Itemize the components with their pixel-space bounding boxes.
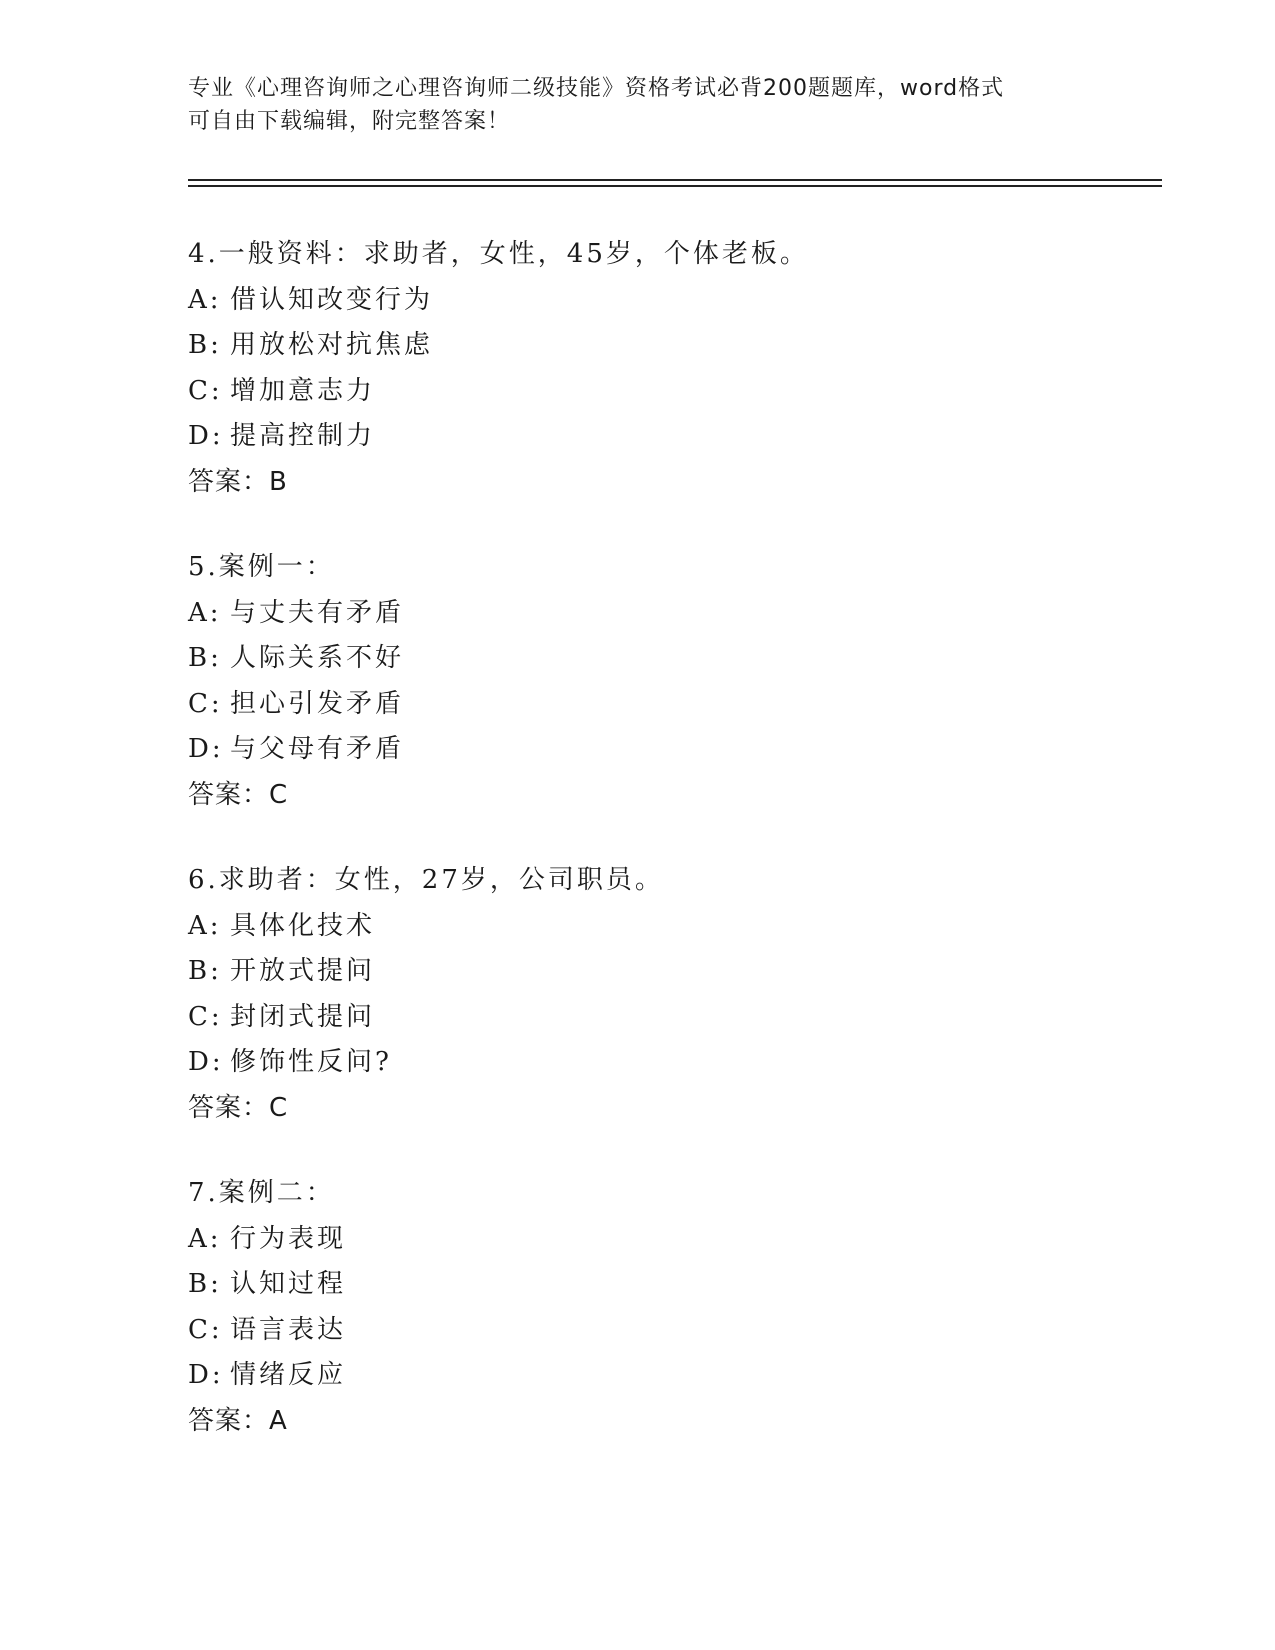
question-stem: 5.案例一： <box>188 552 335 582</box>
option-letter: B: <box>188 956 222 986</box>
option-letter: D: <box>188 734 224 764</box>
option-letter: B: <box>188 1269 222 1299</box>
option-b <box>188 949 1168 995</box>
option-letter: C: <box>188 1314 223 1345</box>
option-letter: A: <box>188 910 222 941</box>
option-a <box>188 278 1168 324</box>
header-line-1: 专业《心理咨询师之心理咨询师二级技能》资格考试必背200题题库，word格式 <box>188 76 1005 101</box>
option-a <box>188 904 1168 950</box>
option-text: 借认知改变行为 <box>230 284 434 315</box>
option-text: 增加意志力 <box>230 375 376 406</box>
header-line-2: 可自由下载编辑，附完整答案！ <box>188 109 511 134</box>
option-letter: A: <box>188 597 222 628</box>
question-stem: 7.案例二： <box>188 1178 335 1208</box>
header-divider-top <box>188 179 1162 181</box>
option-letter: D: <box>188 421 224 451</box>
answer-line: 答案：B <box>188 466 288 497</box>
option-d <box>188 414 1168 460</box>
option-text: 与父母有矛盾 <box>230 734 405 764</box>
option-a <box>188 591 1168 637</box>
option-c <box>188 369 1168 415</box>
option-letter: B: <box>188 330 222 360</box>
option-letter: C: <box>188 375 223 406</box>
document-header <box>188 72 1088 138</box>
option-letter: A: <box>188 1223 222 1254</box>
option-text: 语言表达 <box>230 1314 347 1345</box>
option-text: 封闭式提问 <box>230 1001 376 1032</box>
option-letter: D: <box>188 1360 224 1390</box>
option-b <box>188 636 1168 682</box>
question-stem: 4.一般资料：求助者，女性，45岁，个体老板。 <box>188 239 809 269</box>
question-4 <box>188 232 1168 505</box>
option-c <box>188 682 1168 728</box>
question-7 <box>188 1171 1168 1444</box>
answer-line: 答案：C <box>188 779 289 810</box>
answer-line: 答案：A <box>188 1405 288 1436</box>
option-letter: C: <box>188 1001 223 1032</box>
option-text: 具体化技术 <box>230 910 376 941</box>
option-text: 行为表现 <box>230 1223 347 1254</box>
header-divider-bottom <box>188 185 1162 187</box>
option-b <box>188 1262 1168 1308</box>
option-text: 认知过程 <box>230 1269 347 1299</box>
option-text: 提高控制力 <box>230 421 376 451</box>
option-d <box>188 727 1168 773</box>
option-letter: B: <box>188 643 222 673</box>
option-text: 担心引发矛盾 <box>230 688 405 719</box>
question-6 <box>188 858 1168 1131</box>
answer-line: 答案：C <box>188 1092 289 1123</box>
option-a <box>188 1217 1168 1263</box>
option-text: 用放松对抗焦虑 <box>230 330 434 360</box>
question-5 <box>188 545 1168 818</box>
question-stem: 6.求助者：女性，27岁，公司职员。 <box>188 865 664 895</box>
option-text: 开放式提问 <box>230 956 376 986</box>
option-letter: A: <box>188 284 222 315</box>
option-c <box>188 995 1168 1041</box>
option-c <box>188 1308 1168 1354</box>
option-d <box>188 1353 1168 1399</box>
option-letter: D: <box>188 1047 224 1077</box>
option-letter: C: <box>188 688 223 719</box>
option-d <box>188 1040 1168 1086</box>
option-text: 修饰性反问? <box>230 1047 392 1077</box>
option-text: 情绪反应 <box>230 1360 347 1390</box>
option-text: 与丈夫有矛盾 <box>230 597 405 628</box>
option-text: 人际关系不好 <box>230 643 405 673</box>
option-b <box>188 323 1168 369</box>
question-list <box>188 232 1168 1484</box>
